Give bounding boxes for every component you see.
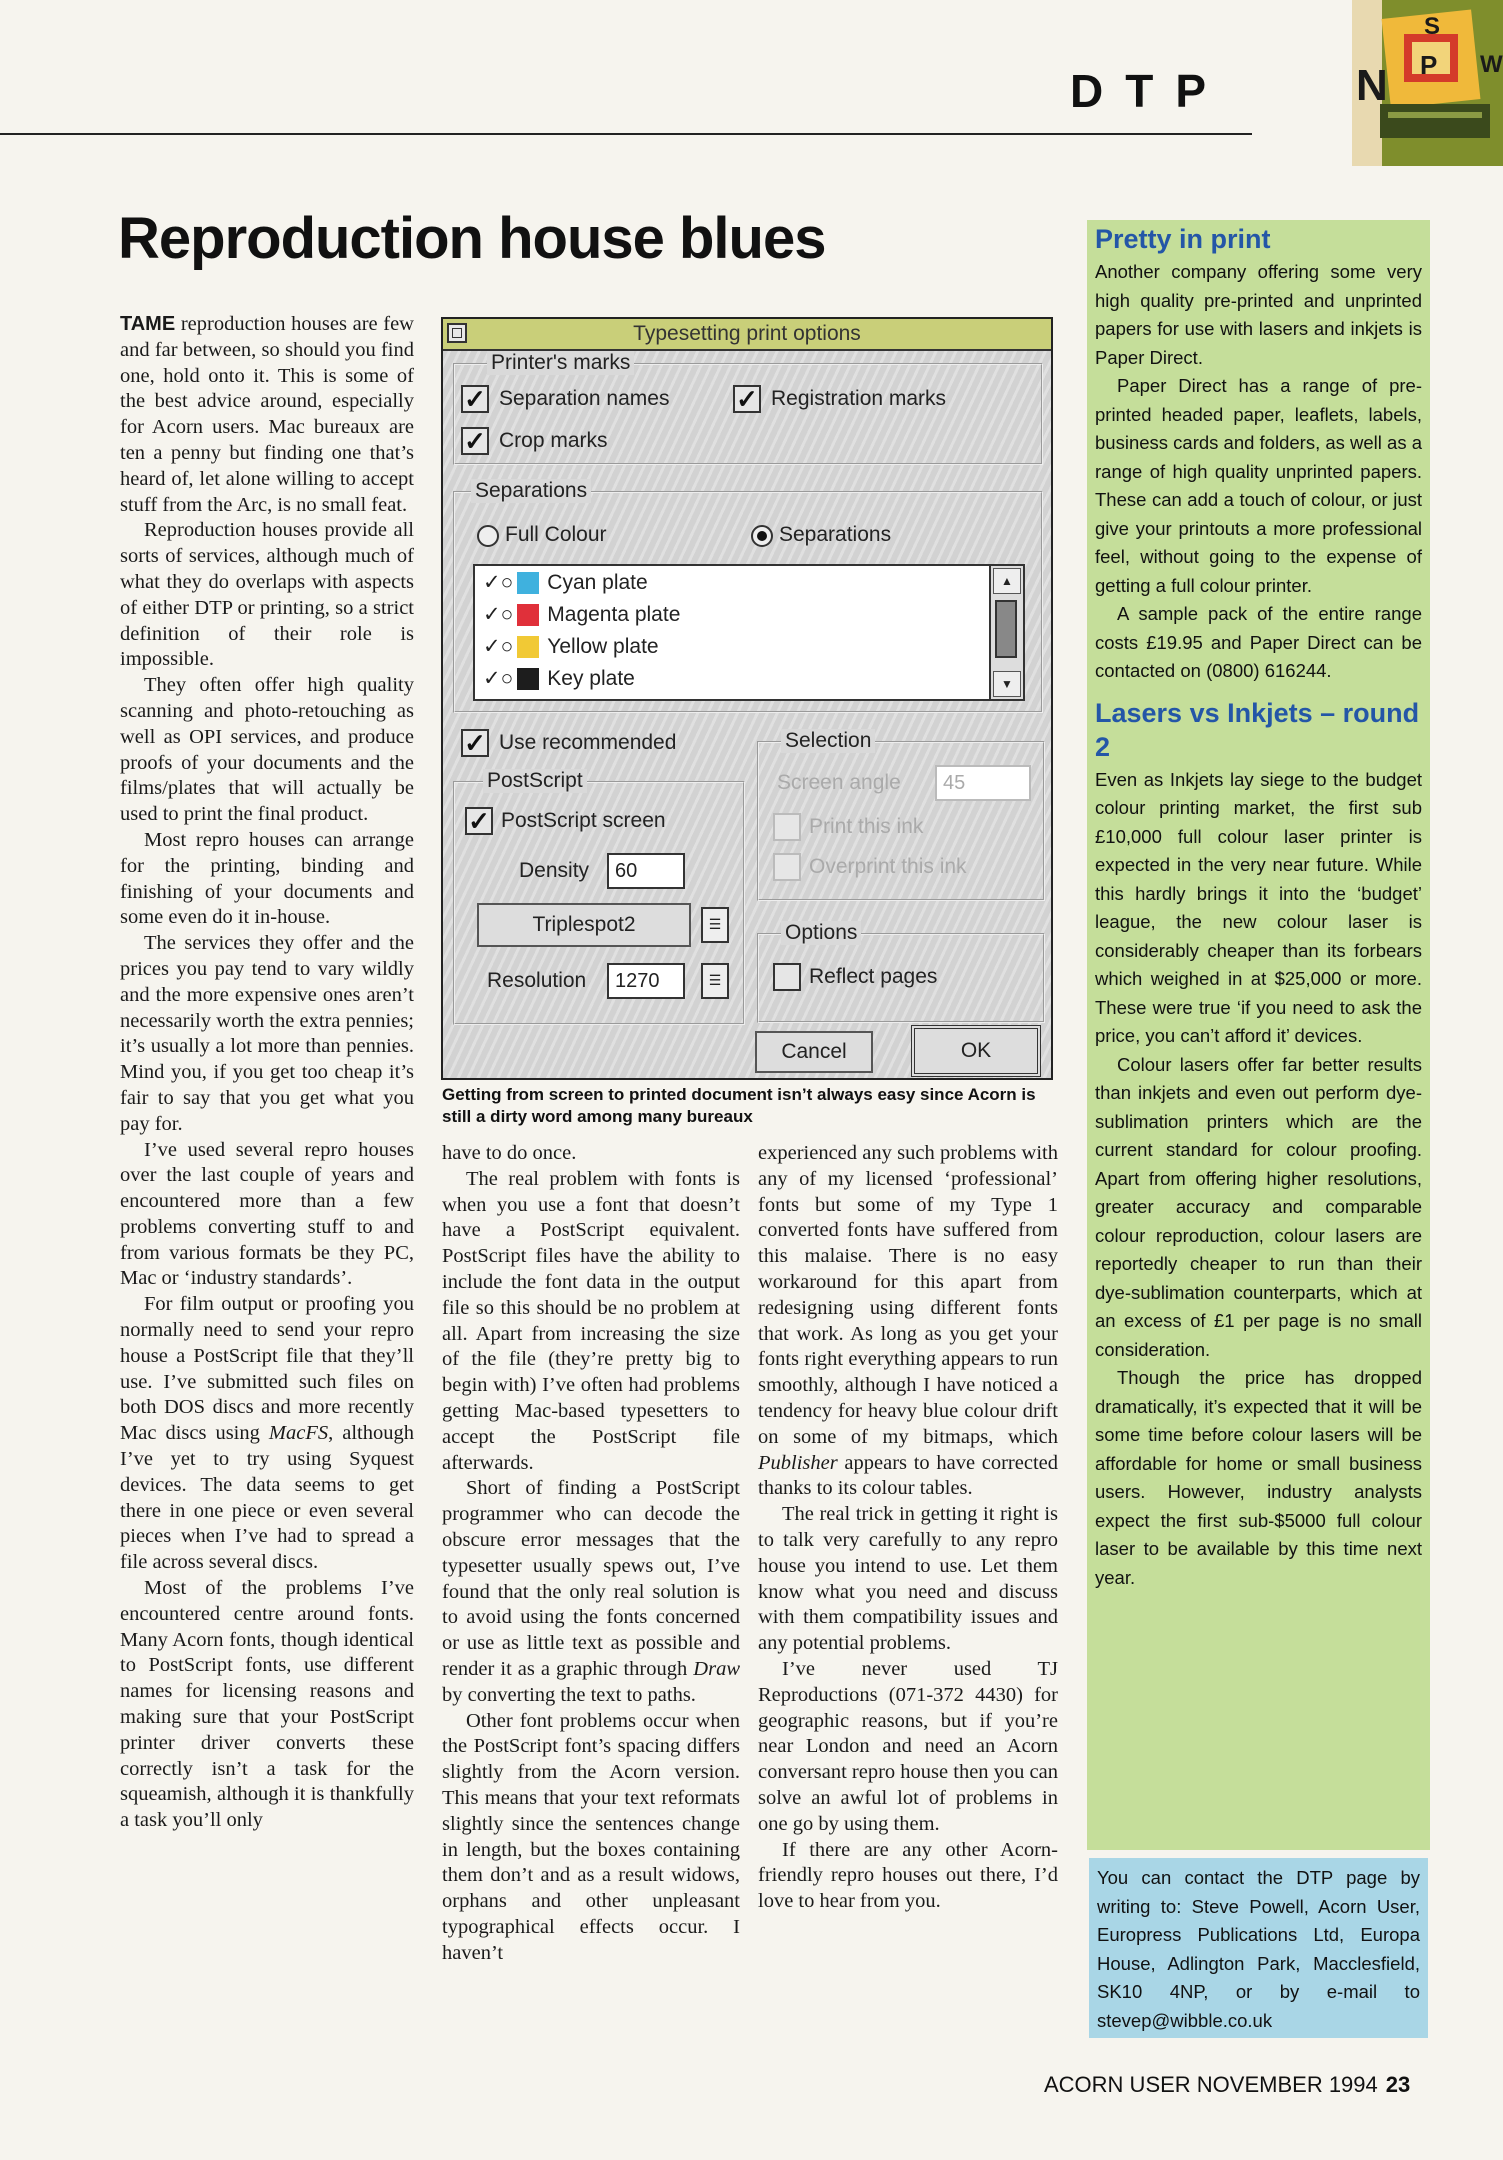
postscript-screen-label: PostScript screen (501, 809, 666, 832)
yellow-swatch (517, 636, 539, 658)
resolution-menu-icon[interactable]: ☰ (701, 963, 729, 999)
full-colour-label: Full Colour (505, 523, 607, 546)
sidebar-paragraph: Colour lasers offer far better results than inkjets and even out perform dye-sublimation printers which are the current standard for colour proofing. Apart from offering higher resolutions, greater accuracy and comparable colour reproduction, colour lasers are reportedly cheaper to run than their dye-sublimation counterparts, which at an excess of £1 per page is no small consideration. (1095, 1053, 1422, 1360)
separations-title: Separations (471, 479, 591, 503)
postscript-title: PostScript (483, 769, 587, 793)
sidebar-heading-pretty-in-print: Pretty in print (1095, 224, 1271, 254)
list-item-key-plate[interactable] (483, 664, 635, 694)
paragraph (758, 1141, 1058, 1502)
lead-word: TAME (120, 313, 176, 335)
crop-marks-checkbox[interactable]: ✓ (461, 427, 489, 455)
page-number: 23 (1385, 2072, 1411, 2097)
separation-names-label: Separation names (499, 387, 670, 410)
software-name: Draw (693, 1657, 740, 1680)
paragraph: I’ve never used TJ Reproductions (071-372 4430) for geographic reasons, but if you’re near London and need an Acorn conversant repro house then you can solve an awful lot of problems in one go by using them. (758, 1657, 1058, 1835)
magazine-logo (1352, 0, 1503, 166)
selection-title: Selection (781, 729, 875, 753)
paragraph-text: experienced any such problems with any of my licensed ‘professional’ fonts but some of my Type 1 converted fonts have suffered from this malaise. There is no easy workaround for this apart from redesigning using different fonts that work. As long as you get your fonts right everything appears to run smoothly, although I have noticed a tendency for heavy blue colour drift on some of my bitmaps, which (758, 1142, 1058, 1448)
paragraph-text: Short of finding a PostScript programmer who can decode the obscure error messages that the typesetter usually spews out, I’ve found that the only real solution is to avoid using the fonts concerned or use as little text as possible and render it as a graphic through (442, 1477, 740, 1680)
software-name: Publisher (758, 1451, 838, 1474)
dialog-titlebar[interactable] (443, 319, 1051, 351)
separations-radio[interactable] (751, 525, 773, 547)
scroll-down-arrow-icon[interactable]: ▼ (993, 671, 1021, 697)
reflect-pages-checkbox[interactable] (773, 963, 801, 991)
plate-list (473, 564, 1025, 701)
paragraph: Most repro houses can arrange for the printing, binding and finishing of your documents and some even do it in-house. (120, 828, 414, 929)
paragraph-text: reproduction houses are few and far between, so should you find one, hold onto it. This is some of the best advice around, especially for Acorn users. Mac bureaux are ten a penny but finding one that’s heard of, let alone willing to accept stuff from the Arc, is no small feat. (120, 313, 414, 516)
paragraph-text: appears to have corrected thanks to its colour tables. (758, 1451, 1058, 1500)
plate-name: Magenta plate (547, 603, 681, 626)
spot-function-menu-icon[interactable]: ☰ (701, 907, 729, 943)
paragraph-text: by converting the text to paths. (442, 1683, 696, 1706)
plate-name: Cyan plate (547, 571, 648, 594)
plate-marks: ✓○ (483, 667, 514, 690)
scroll-thumb[interactable] (995, 600, 1017, 658)
postscript-screen-checkbox[interactable]: ✓ (465, 807, 493, 835)
paragraph-text: For film output or proofing you normally need to send your repro house a PostScript file that they’ll use. I’ve submitted such files on both DOS discs and more recently Mac discs using (120, 1293, 414, 1445)
plate-name: Key plate (547, 667, 635, 690)
options-title: Options (781, 921, 861, 945)
use-recommended-label: Use recommended (499, 731, 677, 754)
paragraph: I’ve used several repro houses over the last couple of years and encountered more than a few problems converting stuff to and from various formats be they PC, Mac or ‘industry standards’. (120, 1138, 414, 1290)
cancel-button[interactable]: Cancel (755, 1031, 873, 1073)
typesetting-print-options-dialog (441, 317, 1053, 1080)
crop-marks-label: Crop marks (499, 429, 608, 452)
overprint-this-ink-label: Overprint this ink (809, 855, 967, 878)
page-footer (1044, 2072, 1410, 2098)
paragraph: They often offer high quality scanning and photo-retouching as well as OPI services, and produce proofs of your documents and the films/plates that will actually be used to print the final product. (120, 674, 414, 826)
sidebar-paragraph: Paper Direct has a range of pre-printed headed paper, leaflets, labels, business cards and folders, as well as a range of high quality unprinted papers. These can add a touch of colour, or just give your printouts a more professional feel, without going to the expense of getting a full colour printer. (1095, 375, 1423, 596)
paragraph: If there are any other Acorn-friendly repro houses out there, I’d love to hear from you. (758, 1838, 1058, 1913)
plate-marks: ✓○ (483, 603, 514, 626)
density-input[interactable]: 60 (607, 853, 685, 889)
paragraph (442, 1476, 740, 1708)
article-column-3 (758, 1141, 1058, 1915)
paragraph: Most of the problems I’ve encountered centre around fonts. Many Acorn fonts, though identical to PostScript fonts, use different names for licensing reasons and making sure that your PostScript printer driver converts these correctly isn’t a task for the squeamish, although it is thankfully a task you’ll only (120, 1577, 414, 1832)
window-back-icon[interactable] (447, 323, 467, 343)
logo-letter-n: N (1356, 61, 1388, 110)
plate-marks: ✓○ (483, 571, 514, 594)
header-rule (0, 133, 1252, 135)
list-item-magenta-plate[interactable] (483, 600, 680, 630)
key-swatch (517, 668, 539, 690)
spot-function-display[interactable]: Triplespot2 (477, 903, 691, 947)
article-headline: Reproduction house blues (118, 206, 826, 271)
separation-names-checkbox[interactable]: ✓ (461, 385, 489, 413)
sidebar-box (1087, 220, 1430, 1850)
article-column-2 (442, 1141, 740, 1967)
registration-marks-checkbox[interactable]: ✓ (733, 385, 761, 413)
cyan-swatch (517, 572, 539, 594)
reflect-pages-label: Reflect pages (809, 965, 938, 988)
paragraph: Reproduction houses provide all sorts of services, although much of what they do overlaps with aspects of either DTP or printing, so a strict definition of their role is impossible. (120, 519, 414, 671)
paragraph-text: , although I’ve yet to try using Syquest devices. The data seems to get there in one piece or even several pieces when I’ve had to spread a file across several discs. (120, 1422, 414, 1574)
list-item-yellow-plate[interactable] (483, 632, 659, 662)
printers-marks-title: Printer's marks (487, 351, 634, 375)
dialog-title: Typesetting print options (633, 322, 861, 345)
print-this-ink-label: Print this ink (809, 815, 924, 838)
footer-magazine: ACORN USER NOVEMBER 1994 (1044, 2072, 1378, 2097)
plate-list-scrollbar[interactable] (989, 566, 1023, 699)
paragraph: The real problem with fonts is when you use a font that doesn’t have a PostScript equivalent. PostScript files have the ability to include the font data in the output file so this should be no problem at all. Apart from increasing the size of the file (they’re pretty big to begin with) I’ve often had problems getting Mac-based typesetters to accept the PostScript file afterwards. (442, 1167, 740, 1474)
figure-caption: Getting from screen to printed document isn’t always easy since Acorn is still a dirty word among many bureaux (442, 1085, 1036, 1126)
article-column-1 (120, 312, 414, 1834)
paragraph: The services they offer and the prices you pay tend to vary wildly and the more expensive ones aren’t necessarily worth the extra pennies; it’s usually a lot more than pennies. Mind you, if you get too cheap it’s fair to say that you get what you pay for. (120, 932, 414, 1135)
magenta-swatch (517, 604, 539, 626)
contact-box: You can contact the DTP page by writing to: Steve Powell, Acorn User, Europress Publications Ltd, Europa House, Adlington Park, Macclesfield, SK10 4NP, or by e-mail to stevep@wibble.co.uk (1089, 1858, 1428, 2038)
logo-letter-w: W (1480, 51, 1503, 78)
plate-marks: ✓○ (483, 635, 514, 658)
logo-letter-s: S (1424, 13, 1441, 40)
screen-angle-label: Screen angle (777, 771, 901, 794)
sidebar-heading-lasers-vs-inkjets: Lasers vs Inkjets – round 2 (1095, 697, 1420, 762)
resolution-input[interactable]: 1270 (607, 963, 685, 999)
screen-angle-input[interactable]: 45 (935, 765, 1031, 801)
use-recommended-checkbox[interactable]: ✓ (461, 729, 489, 757)
paragraph: Other font problems occur when the PostScript font’s spacing differs slightly from the Acorn version. This means that your text reformats slightly since the sentences change in length, but the boxes containing them don’t and as a result widows, orphans and other unpleasant typographical effects occur. I haven’t (442, 1709, 740, 1964)
plate-name: Yellow plate (547, 635, 659, 658)
paragraph: The real trick in getting it right is to talk very carefully to any repro house you intend to use. Let them know what you need and discuss with them compatibility issues and any potential problems. (758, 1503, 1058, 1655)
resolution-label: Resolution (487, 969, 587, 992)
sidebar-paragraph: Even as Inkjets lay siege to the budget colour printing market, the first sub £10,000 full colour laser printer is expected in the very near future. While this hardly brings it into the ‘budget’ league, the new colour laser is considerably cheaper than its forbears which weighed in at $25,000 or more. These were true ‘if you need to ask the price, you can’t afford it’ devices. (1095, 768, 1422, 1046)
ok-button[interactable]: OK (911, 1025, 1041, 1077)
sidebar-paragraph: Though the price has dropped dramatically, it’s expected that it will be some time before colour lasers will be affordable for home or small business users. However, industry analysts expect the first sub-$5000 full colour laser to be available by this time next year. (1095, 1367, 1422, 1588)
scroll-up-arrow-icon[interactable]: ▲ (993, 568, 1021, 594)
full-colour-radio[interactable] (477, 525, 499, 547)
list-item-cyan-plate[interactable] (483, 568, 648, 598)
registration-marks-label: Registration marks (771, 387, 947, 410)
paragraph (120, 312, 414, 518)
software-name: MacFS (268, 1422, 329, 1445)
section-label: DTP (1070, 65, 1228, 117)
overprint-this-ink-checkbox[interactable] (773, 853, 801, 881)
density-label: Density (519, 859, 590, 882)
paragraph (120, 1292, 414, 1576)
sidebar-paragraph: Another company offering some very high quality pre-printed and unprinted papers for use with lasers and inkjets is Paper Direct. (1095, 261, 1422, 368)
separations-label: Separations (779, 523, 892, 546)
sidebar-paragraph: A sample pack of the entire range costs £19.95 and Paper Direct can be contacted on (0800) 616244. (1095, 603, 1422, 681)
print-this-ink-checkbox[interactable] (773, 813, 801, 841)
paragraph: have to do once. (442, 1142, 577, 1164)
logo-letter-p: P (1420, 50, 1438, 80)
